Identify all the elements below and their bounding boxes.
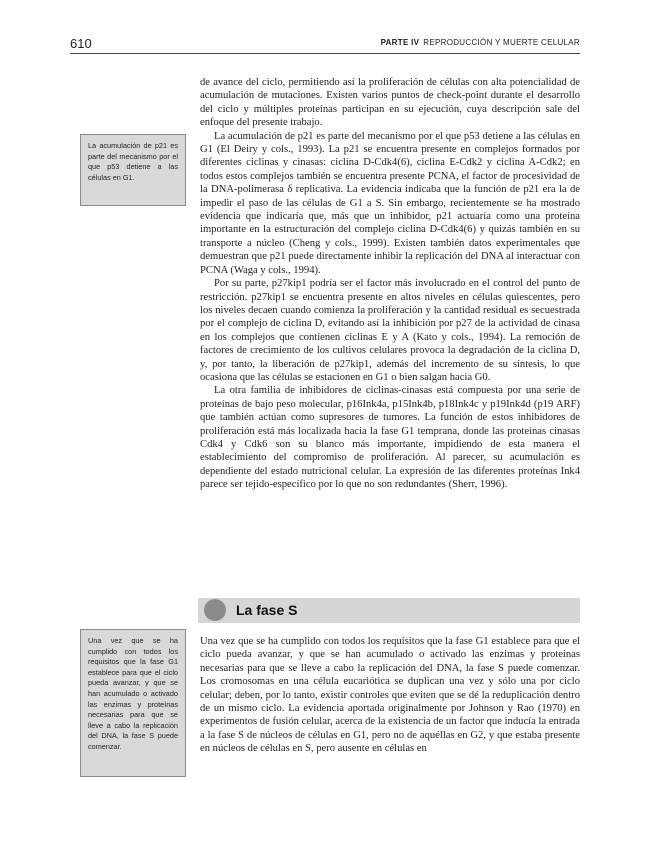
paragraph: La otra familia de inhibidores de ciclinas-cinasas está compuesta por una serie de proteínas de bajo peso molecular, p16Ink4a, p15Ink4b, p18Ink4c y p19Ink4d (p19 ARF) que también actúan como supresores de tumores. La función de estos inhibidores de proliferación está más localizada hacia la fase G1 temprana, donde las proteínas cinasas Cdk4 y Cdk6 son su blanco más importante, impidiendo de esta manera el establecimiento del compromiso de proliferación. Al parecer, su acumulación es dependiente del estado nutricional celular. La expresión de las diferentes proteínas Ink4 parece ser tejido-específico por lo que no son redundantes (Sherr, 1996). <box>200 385 580 491</box>
running-head <box>381 38 580 47</box>
body-text <box>200 76 580 492</box>
section-title: La fase S <box>236 602 298 618</box>
part-label: PARTE IV <box>380 38 420 47</box>
section-heading <box>198 598 580 623</box>
margin-note: Una vez que se ha cumplido con todos los requisitos que la fase G1 establece para que el ciclo pueda avanzar, y que se han acumulado o activado las enzimas y proteínas necesarias para que se lleve a cabo la replicación del DNA, la fase S puede comenzar. <box>80 629 186 777</box>
section-bullet-icon <box>204 599 226 621</box>
header-rule <box>70 53 580 54</box>
page-header <box>70 36 580 54</box>
page-number: 610 <box>70 36 92 51</box>
paragraph: Por su parte, p27kip1 podría ser el factor más involucrado en el control del punto de restricción. p27kip1 se encuentra presente en altos niveles en células quiescentes, pero los niveles decaen cuando comienza la proliferación y la cantidad residual es secuestrada por el complejo de ciclina D, evitando así la inhibición por p27 de la actividad de cinasa en los complejos que contienen ciclinas E y A (Kato y cols., 1994). La remoción de factores de crecimiento de los cultivos celulares provoca la degradación de la ciclina D, y, por tanto, la liberación de p27kip1, además del incremento de su síntesis, lo que ocasiona que las células se estacionen en G1 o bien salgan hacia G0. <box>200 278 580 383</box>
paragraph: La acumulación de p21 es parte del mecanismo por el que p53 detiene a las células en G1 (El Deiry y cols., 1993). La p21 se encuentra presente en complejos formados por diferentes ciclinas y cinasas: ciclina D-Cdk4(6), ciclina E-Cdk2 y ciclina A-Cdk2; en todos estos complejos también se encuentra presente PCNA, el factor de procesividad de la DNA-polimerasa δ replicativa. La evidencia indicaba que la función de p21 era la de impedir el paso de las células de G1 a S. Sin embargo, recientemente se ha mostrado evidencia que indicaría que, más que un inhibidor, p21 actuaría como una proteína importante en la estructuración del complejo ciclina D-Cdk4(6) y quizás también en su transporte a núcleo (Cheng y cols., 1999). Existen también datos experimentales que demuestran que p21 puede directamente inhibir la replicación del DNA al interactuar con PCNA (Waga y cols., 1994). <box>200 130 580 276</box>
section-body-text <box>200 635 580 756</box>
paragraph: Una vez que se ha cumplido con todos los requisitos que la fase G1 establece para que el ciclo pueda avanzar, y que se han acumulado o activado las enzimas y proteínas necesarias para que se lleve a cabo la replicación del DNA, la fase S puede comenzar. Los cromosomas en una célula eucariótica se duplican una vez y sólo una por ciclo celular; deben, por lo tanto, existir controles que eviten que se dé la reduplicación dentro de un mismo ciclo. La evidencia aportada originalmente por Johnson y Rao (1970) en experimentos de fusión celular, acerca de la existencia de un factor que inducía la entrada a la fase S de núcleos de células en G1, pero no de aquéllas en G2, y que estaba presente en núcleos de células en S, pero ausente en células en <box>200 636 580 755</box>
chapter-title: REPRODUCCIÓN Y MUERTE CELULAR <box>423 38 580 47</box>
paragraph: de avance del ciclo, permitiendo así la proliferación de células con alta potencialidad de acumulación de mutaciones. Existen varios puntos de check-point durante el desarrollo del ciclo y múltiples proteínas participan en su ejecución, cuya descripción sale del enfoque del presente trabajo. <box>200 77 580 129</box>
margin-note: La acumulación de p21 es parte del mecanismo por el que p53 detiene a las células en G1. <box>80 134 186 206</box>
